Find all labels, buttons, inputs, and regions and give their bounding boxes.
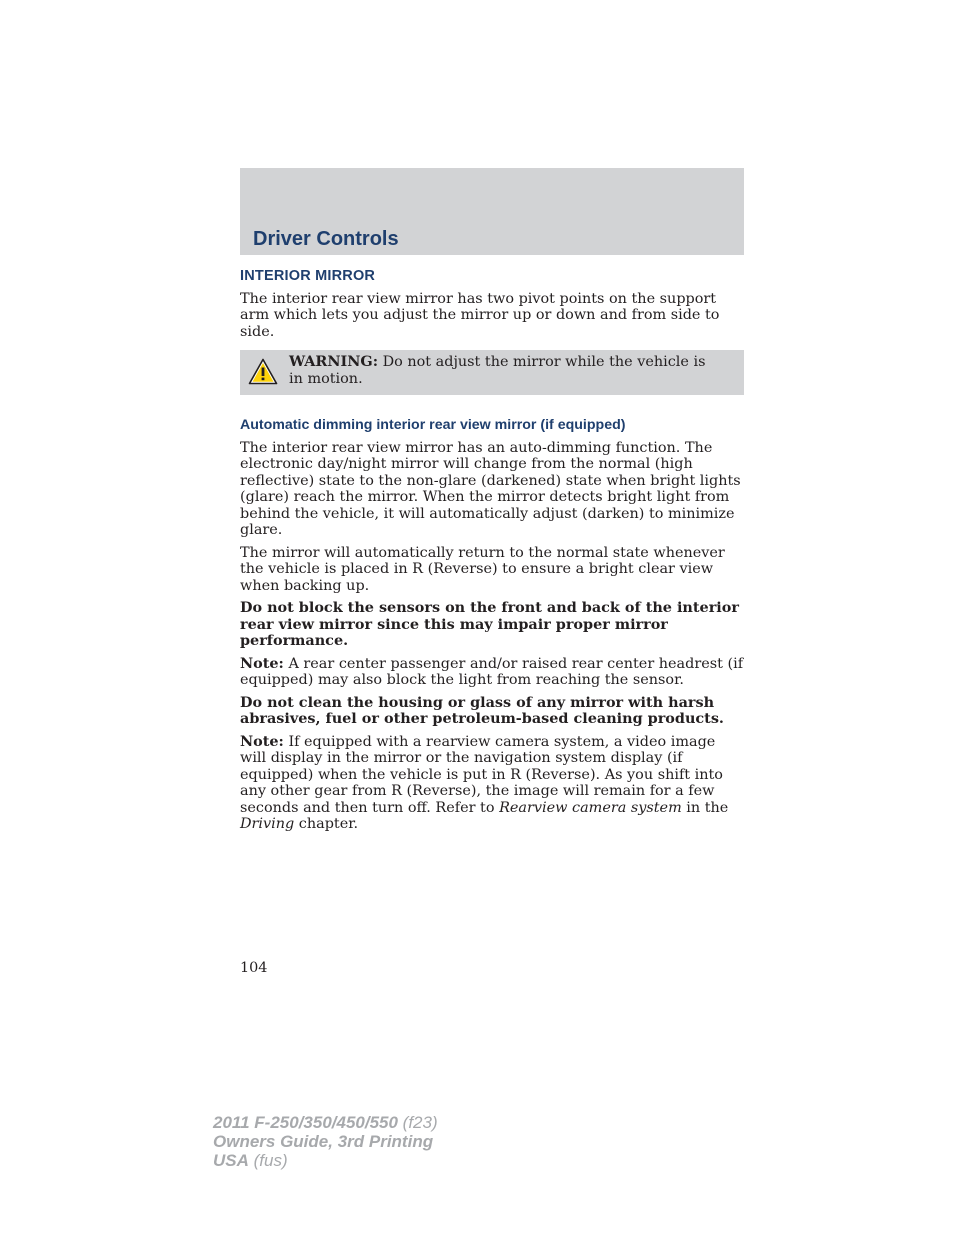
reference-rearview-camera: Rearview camera system: [499, 799, 682, 816]
page-content: [240, 266, 744, 839]
warning-box: [240, 350, 744, 395]
reference-driving-chapter: Driving: [240, 816, 295, 832]
page-number: 104: [240, 960, 268, 976]
note-text: A rear center passenger and/or raised rear center headrest (if equipped) may also block the light from reaching the sensor.: [240, 655, 744, 688]
warning-message: Do not adjust the mirror while the vehicle is in motion.: [289, 354, 706, 387]
footer-model-code: (f23): [397, 1113, 438, 1132]
section-header-bar: [240, 168, 744, 255]
footer-region: USA: [213, 1151, 249, 1170]
warning-text: [289, 354, 714, 387]
note-passenger: [240, 656, 744, 689]
footer-line-3: [213, 1151, 438, 1170]
sensor-caution: Do not block the sensors on the front and back of the interior rear view mirror since this may impair proper mirror performance.: [240, 599, 739, 649]
footer-model: 2011 F-250/350/450/550: [213, 1113, 398, 1132]
reverse-paragraph: The mirror will automatically return to the normal state whenever the vehicle is placed in R (Reverse) to ensure a bright clear view when backing up.: [240, 544, 725, 594]
document-footer: [213, 1113, 438, 1170]
auto-dimming-paragraph: The interior rear view mirror has an auto-dimming function. The electronic day/night mirror will change from the normal (high reflective) state to the non-glare (darkened) state when bright lights (glare) reach the mirror. When the mirror detects bright light from behind the vehicle, it will automatically adjust (darken) to minimize glare.: [240, 439, 741, 538]
subsection-heading: Automatic dimming interior rear view mirror (if equipped): [240, 417, 626, 433]
intro-paragraph: The interior rear view mirror has two pivot points on the support arm which lets you adjust the mirror up or down and from side to side.: [240, 290, 720, 340]
note-text: chapter.: [294, 816, 359, 832]
warning-label: WARNING:: [289, 353, 379, 370]
footer-line-1: [213, 1113, 438, 1132]
footer-region-code: (fus): [248, 1151, 288, 1170]
note-text: in the: [681, 799, 729, 816]
note-camera: [240, 734, 744, 833]
page-title: Driver Controls: [253, 228, 399, 250]
note-label: Note:: [240, 654, 284, 672]
warning-triangle-icon: [248, 358, 278, 385]
note-text: If equipped with a rearview camera system, a video image will display in the mirror or the navigation system display (if equipped) when the vehicle is put in R (Reverse). As you shift into any other gear from R (Reverse), the image will remain for a few seconds and then turn off. Refer to: [240, 733, 723, 816]
note-label: Note:: [240, 732, 284, 750]
cleaning-caution: Do not clean the housing or glass of any mirror with harsh abrasives, fuel or other petroleum-based cleaning products.: [240, 693, 724, 727]
footer-line-2: Owners Guide, 3rd Printing: [213, 1132, 434, 1151]
section-heading: INTERIOR MIRROR: [240, 268, 376, 284]
